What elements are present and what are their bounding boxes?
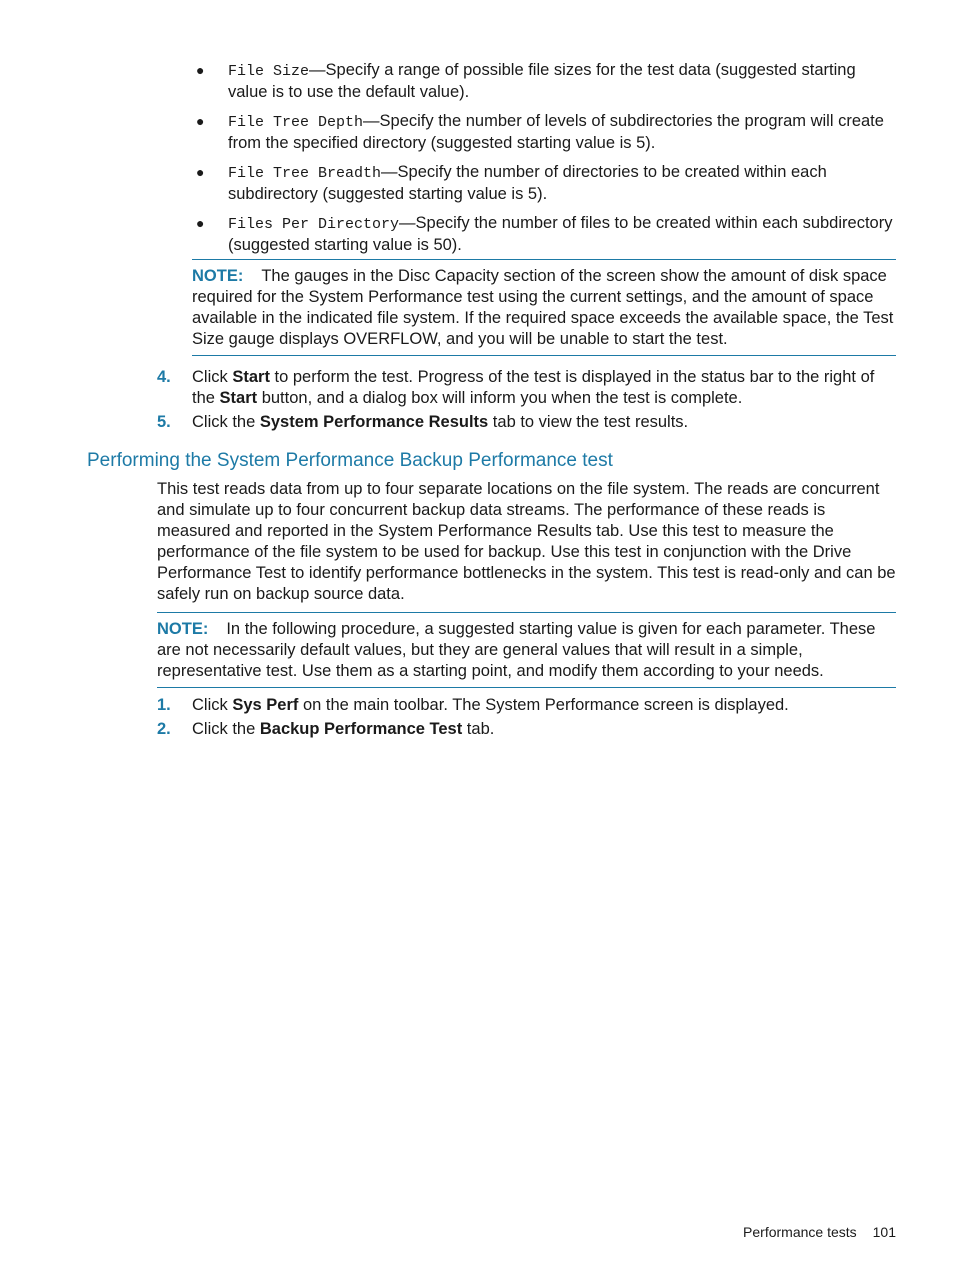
step-text: Click the [192,720,260,738]
page-footer [743,1222,896,1242]
footer-section-title: Performance tests [743,1224,857,1240]
step-number: 4. [157,368,171,386]
page-number: 101 [872,1224,896,1240]
bullet-dot-icon: ● [196,215,205,231]
section-paragraph: This test reads data from up to four separate locations on the file system. The reads are concurrent and simulate up to four concurrent backup data streams. The performance of these reads is measured and reported in the System Performance Results tab. Use this test to measure the performance of the file system to be used for backup. Use this test in conjunction with the Drive Performance Test to identify performance bottlenecks in the system. This test is read-only and can be safely run on backup source data. [157,480,896,603]
step-item [157,367,897,409]
bullet-item [192,213,896,256]
ui-term-start: Start [219,389,258,407]
step-text: button, and a dialog box will inform you when the test is complete. [257,389,743,407]
section-heading: Performing the System Performance Backup Performance test [87,450,613,471]
bullet-item [192,111,896,154]
bullet-dot-icon: ● [196,164,205,180]
bullet-code: Files Per Directory [228,216,400,233]
procedure-steps [157,695,897,743]
step-text: tab. [462,720,495,738]
bullet-text: —Specify the number of directories to be created within each subdirectory (suggested starting value is 5). [228,163,827,203]
step-number: 2. [157,720,171,738]
step-number: 5. [157,413,171,431]
bullet-dot-icon: ● [196,62,205,78]
bullet-dot-icon: ● [196,113,205,129]
step-text: Click [192,696,233,714]
ui-term-backup-tab: Backup Performance Test [259,720,463,738]
note-label: NOTE: [192,267,244,285]
step-text: on the main toolbar. The System Performance screen is displayed. [298,696,789,714]
note-label: NOTE: [157,620,209,638]
step-text: to perform the test. Progress of the test is displayed in the status bar to the right of the [192,368,875,407]
parameter-bullet-list [192,60,896,264]
bullet-code: File Size [228,63,310,80]
bullet-code: File Tree Breadth [228,165,382,182]
bullet-text: —Specify the number of levels of subdirectories the program will create from the specified directory (suggested starting value is 5). [228,112,884,152]
disc-capacity-note [192,259,896,356]
bullet-item [192,162,896,205]
step-text: Click [192,368,233,386]
procedure-note [157,612,896,688]
bullet-item [192,60,896,103]
bullet-text: —Specify a range of possible file sizes for the test data (suggested starting value is to use the default value). [228,61,856,101]
ui-term-results-tab: System Performance Results [259,413,489,431]
note-text: The gauges in the Disc Capacity section of the screen show the amount of disk space required for the System Performance test using the current settings, and the amount of space available in the indicated file system. If the required space exceeds the available space, the Test Size gauge displays OVERFLOW, and you will be unable to start the test. [192,267,894,348]
ui-term-sys-perf: Sys Perf [232,696,299,714]
step-item [157,719,897,740]
step-text: Click the [192,413,260,431]
step-item [157,412,897,433]
bullet-text: —Specify the number of files to be created within each subdirectory (suggested starting value is 50). [228,214,893,254]
bullet-code: File Tree Depth [228,114,364,131]
step-number: 1. [157,696,171,714]
procedure-steps-continued [157,367,897,436]
step-text: tab to view the test results. [488,413,689,431]
note-text: In the following procedure, a suggested starting value is given for each parameter. These are not necessarily default values, but they are general values that will result in a simple, representative test. Use them as a starting point, and modify them according to your needs. [157,620,876,680]
ui-term-start: Start [232,368,270,386]
step-item [157,695,897,716]
